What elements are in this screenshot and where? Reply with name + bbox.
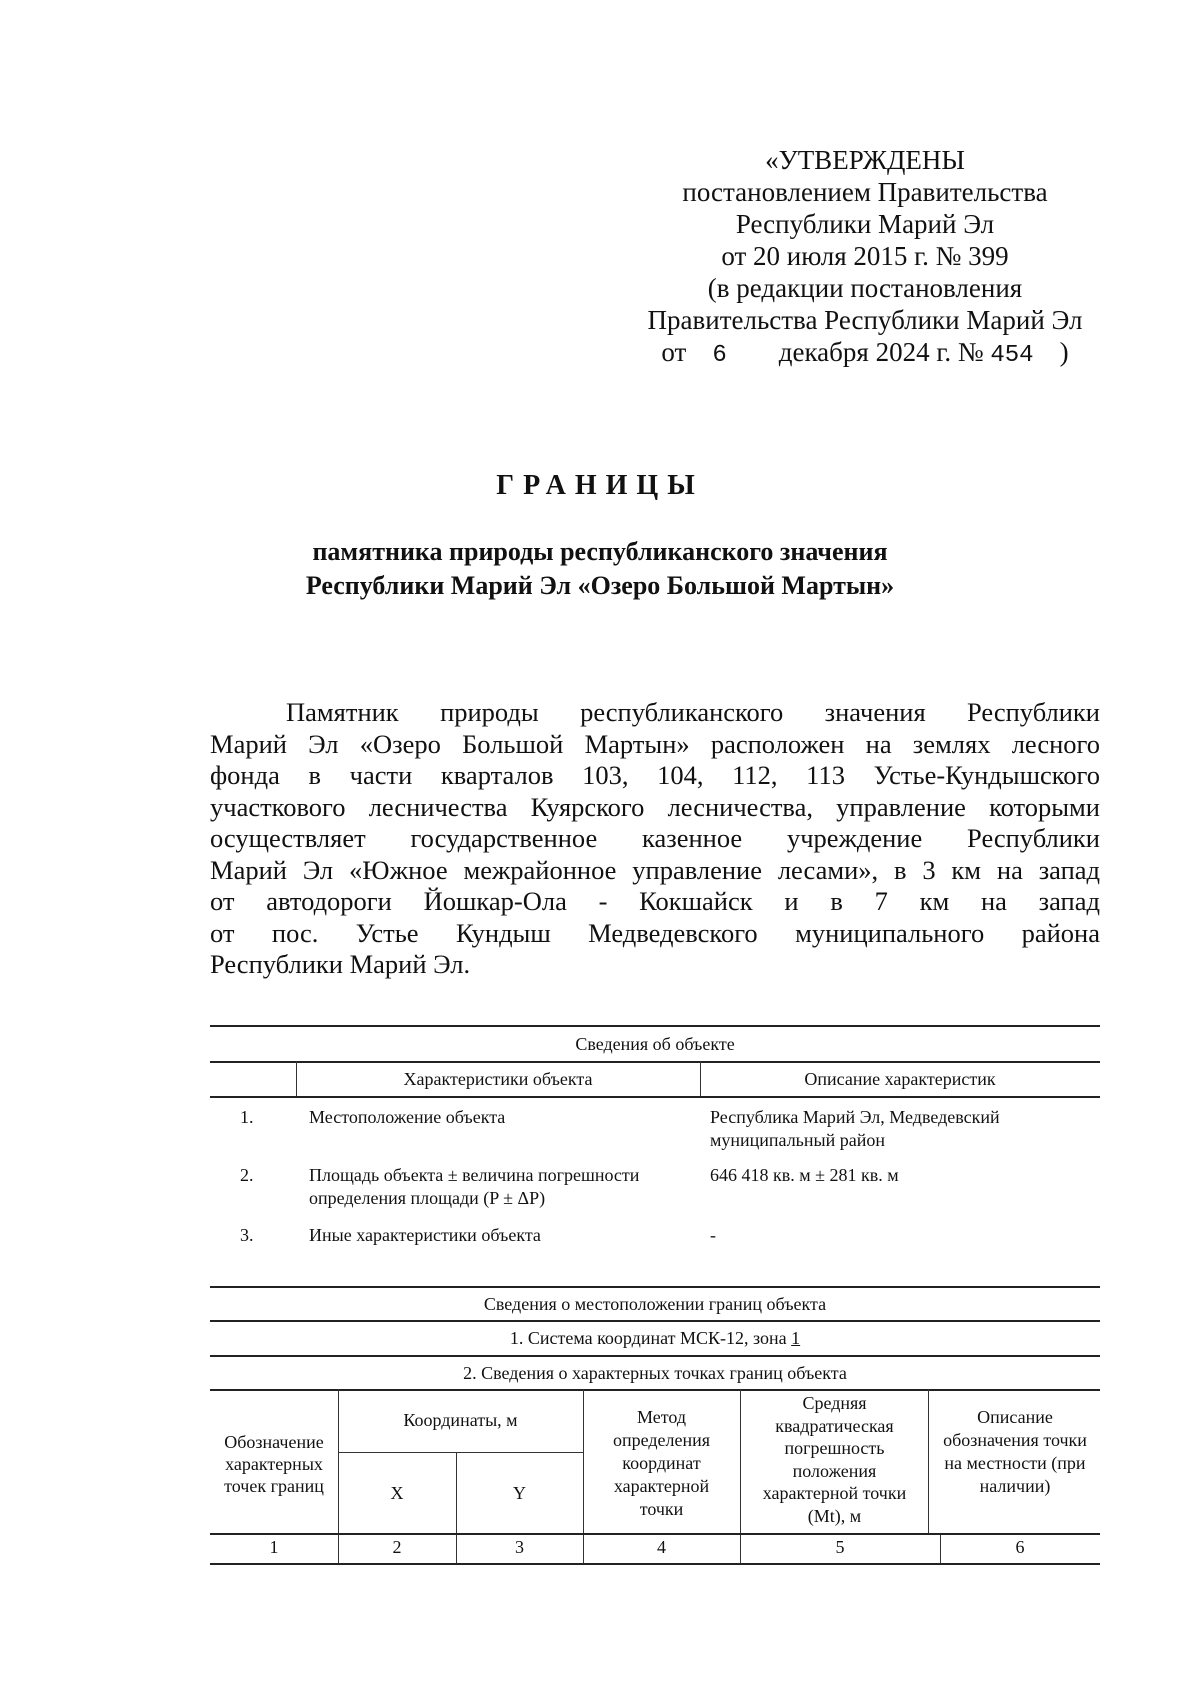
approval-block <box>610 144 1120 372</box>
header-method: Метод определения координат характерной точки <box>612 1407 711 1519</box>
body-line: участкового лесничества Куярского лесничества, управление которыми <box>210 791 1100 822</box>
coordinate-system-label: 1. Система координат МСК-12, зона <box>509 1328 787 1348</box>
table-rule <box>210 1563 1100 1565</box>
header-description: Описание характеристик <box>804 1069 996 1089</box>
location-table-title: Сведения о местоположении границ объекта <box>483 1294 827 1314</box>
header-point-description: Описание обозначения точки на местности (при наличии) <box>943 1407 1087 1496</box>
table-rule <box>210 1286 1100 1288</box>
body-paragraph <box>210 697 1100 981</box>
table-rule <box>210 1096 1100 1098</box>
approval-line-3: Республики Марий Эл <box>735 209 995 239</box>
approval-line-5: (в редакции постановления <box>707 273 1023 303</box>
column-number: 3 <box>515 1537 524 1557</box>
body-line <box>210 697 1100 729</box>
approval-suffix: ) <box>1059 337 1069 367</box>
subtitle-line-2: Республики Марий Эл «Озеро Большой Мартын» <box>305 571 895 600</box>
column-number: 6 <box>1015 1537 1025 1557</box>
header-designation: Обозначение характерных точек границ <box>224 1432 324 1496</box>
body-line-text: Памятник природы республиканского значения Республики <box>286 697 1100 727</box>
row-characteristic: Местоположение объекта <box>309 1107 506 1127</box>
header-coordinates: Координаты, м <box>403 1410 518 1430</box>
body-line: осуществляет государственное казенное учреждение Республики <box>210 823 1100 853</box>
approval-date-prefix: от <box>661 337 687 367</box>
approval-number: 454 <box>990 342 1034 369</box>
subtitle-line-1: памятника природы республиканского значения <box>312 537 888 566</box>
table-rule <box>210 1355 1100 1357</box>
coordinate-system <box>210 1327 1100 1350</box>
column-number: 2 <box>392 1537 402 1557</box>
body-line: от автодороги Йошкар-Ола - Кокшайск и в 7 км на запад <box>210 886 1100 916</box>
row-description: - <box>710 1225 716 1245</box>
row-characteristic: Иные характеристики объекта <box>309 1225 541 1245</box>
approval-day: 6 <box>712 342 727 369</box>
approval-line-4: от 20 июля 2015 г. № 399 <box>721 241 1009 271</box>
header-x: X <box>390 1483 404 1503</box>
column-number: 4 <box>657 1537 666 1557</box>
row-description: 646 418 кв. м ± 281 кв. м <box>710 1165 899 1185</box>
row-description: Республика Марий Эл, Медведевский муниципальный район <box>710 1107 1000 1150</box>
row-characteristic: Площадь объекта ± величина погрешности определения площади (P ± ΔP) <box>309 1165 640 1208</box>
body-line: Марий Эл «Южное межрайонное управление лесами», в 3 км на запад <box>210 854 1100 885</box>
body-line: фонда в части кварталов 103, 104, 112, 113 Устье-Кундышского <box>210 760 1100 790</box>
approval-line-2: постановлением Правительства <box>682 177 1048 207</box>
document-title: ГРАНИЦЫ <box>496 470 704 501</box>
header-error: Средняя квадратическая погрешность положения характерной точки (Mt), м <box>762 1393 907 1526</box>
approval-line-6: Правительства Республики Марий Эл <box>647 305 1083 335</box>
body-line: Республики Марий Эл. <box>210 949 471 979</box>
table-rule <box>210 1061 1100 1063</box>
column-number: 5 <box>835 1537 845 1557</box>
row-number: 2. <box>240 1165 254 1185</box>
body-line: Марий Эл «Озеро Большой Мартын» расположен на землях лесного <box>210 728 1100 759</box>
column-number: 1 <box>269 1537 279 1557</box>
row-number: 1. <box>240 1107 254 1127</box>
body-line: от пос. Устье Кундыш Медведевского муниципального района <box>210 917 1100 948</box>
table-rule <box>210 1320 1100 1322</box>
object-table-title: Сведения об объекте <box>575 1034 735 1054</box>
table-rule <box>338 1452 583 1453</box>
table-rule <box>210 1533 1100 1535</box>
approval-line-1: «УТВЕРЖДЕНЫ <box>765 145 965 175</box>
points-table-title: 2. Сведения о характерных точках границ объекта <box>463 1363 847 1383</box>
coordinate-zone: 1 <box>791 1328 801 1348</box>
document-subtitle <box>0 535 1200 603</box>
table-rule <box>210 1025 1100 1027</box>
header-characteristics: Характеристики объекта <box>403 1069 593 1089</box>
approval-line-7 <box>610 336 1120 372</box>
table-rule <box>210 1389 1100 1391</box>
approval-month-year: декабря 2024 г. № <box>778 337 984 367</box>
column-divider <box>928 1389 929 1533</box>
row-number: 3. <box>240 1225 254 1245</box>
header-y: Y <box>513 1483 526 1503</box>
